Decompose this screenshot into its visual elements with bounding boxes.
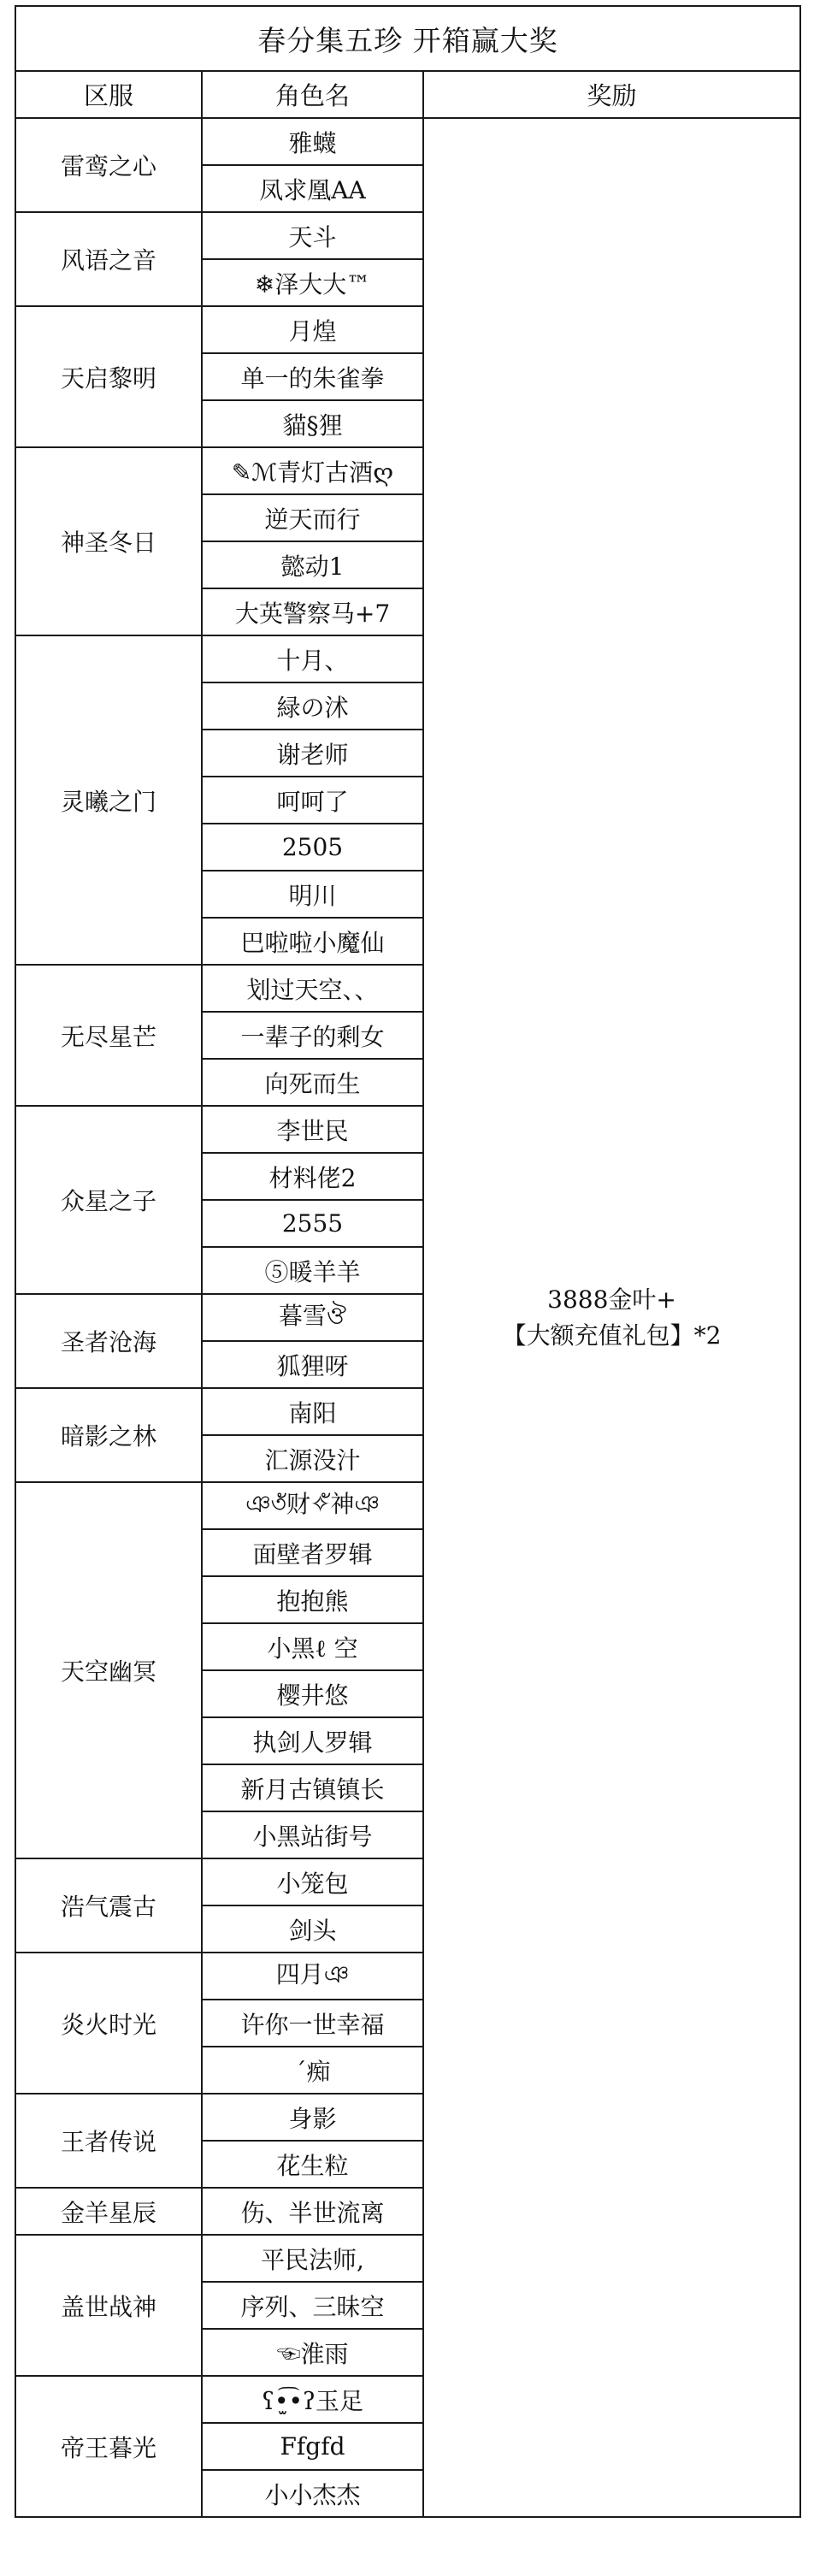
role-name-cell: 巴啦啦小魔仙 xyxy=(202,918,423,965)
role-name-cell: 平民法师, xyxy=(202,2235,423,2282)
role-name-cell: 伤、半世流离 xyxy=(202,2188,423,2235)
role-name-cell: Ffgfd xyxy=(202,2423,423,2470)
role-name-cell: 李世民 xyxy=(202,1106,423,1153)
role-name-cell: 谢老师 xyxy=(202,730,423,777)
role-name-cell: 面壁者罗辑 xyxy=(202,1529,423,1576)
server-cell: 炎火时光 xyxy=(15,1953,202,2094)
role-name-cell: 貓§狸 xyxy=(202,400,423,447)
winners-table xyxy=(15,5,801,2518)
role-name-cell: 懿动1 xyxy=(202,541,423,588)
role-name-cell: 十月、 xyxy=(202,635,423,682)
role-name-cell: 划过天空、、 xyxy=(202,965,423,1012)
role-name-cell: ☜淮雨 xyxy=(202,2329,423,2376)
role-name-cell: 序列、三昧空 xyxy=(202,2282,423,2329)
server-cell: 暗影之林 xyxy=(15,1388,202,1482)
role-name-cell: 大英警察马+7 xyxy=(202,588,423,635)
role-name-cell: 樱井悠 xyxy=(202,1670,423,1717)
role-name-cell: 雅蠛 xyxy=(202,118,423,165)
column-header-server: 区服 xyxy=(15,71,202,118)
server-cell: 风语之音 xyxy=(15,212,202,306)
server-cell: 盖世战神 xyxy=(15,2235,202,2376)
role-name-cell: 一辈子的剩女 xyxy=(202,1012,423,1059)
role-name-cell: 呵呵了 xyxy=(202,777,423,824)
role-name-cell: ঞ৩ั财✧ั神ঞ xyxy=(202,1482,423,1529)
role-name-cell: 逆天而行 xyxy=(202,494,423,541)
server-cell: 雷鸾之心 xyxy=(15,118,202,212)
role-name-cell: 天斗 xyxy=(202,212,423,259)
role-name-cell: ⑤暖羊羊 xyxy=(202,1247,423,1294)
title-row xyxy=(15,6,800,71)
role-name-cell: ˊ痴 xyxy=(202,2047,423,2094)
role-name-cell: ʕ•̫͡•ʔ玉足 xyxy=(202,2376,423,2423)
role-name-cell: 明川 xyxy=(202,871,423,918)
role-name-cell: 身影 xyxy=(202,2094,423,2141)
server-cell: 神圣冬日 xyxy=(15,447,202,635)
role-name-cell: 单一的朱雀拳 xyxy=(202,353,423,400)
role-name-cell: 汇源没汁 xyxy=(202,1435,423,1482)
role-name-cell: 四月ঞ xyxy=(202,1953,423,2000)
reward-line-gift-pack: 【大额充值礼包】*2 xyxy=(502,1320,722,1350)
server-cell: 金羊星辰 xyxy=(15,2188,202,2235)
role-name-cell: 小小杰杰 xyxy=(202,2470,423,2517)
role-name-cell: 狐狸呀 xyxy=(202,1341,423,1388)
server-cell: 无尽星芒 xyxy=(15,965,202,1106)
role-name-cell: 小黑站街号 xyxy=(202,1811,423,1858)
column-header-reward: 奖励 xyxy=(423,71,800,118)
server-cell: 天启黎明 xyxy=(15,306,202,447)
role-name-cell: 执剑人罗辑 xyxy=(202,1717,423,1764)
role-name-cell: 小黑ℓ 空 xyxy=(202,1623,423,1670)
role-name-cell: 新月古镇镇长 xyxy=(202,1764,423,1811)
role-name-cell: 月煌 xyxy=(202,306,423,353)
role-name-cell: 材料佬2 xyxy=(202,1153,423,1200)
role-name-cell: 抱抱熊 xyxy=(202,1576,423,1623)
role-name-cell: 暮雪ঔ xyxy=(202,1294,423,1341)
page-title: 春分集五珍 开箱赢大奖 xyxy=(15,6,800,71)
server-cell: 王者传说 xyxy=(15,2094,202,2188)
server-cell: 灵曦之门 xyxy=(15,635,202,965)
reward-line-gold: 3888金叶+ xyxy=(547,1285,676,1314)
role-name-cell: 南阳 xyxy=(202,1388,423,1435)
server-cell: 帝王暮光 xyxy=(15,2376,202,2517)
reward-cell xyxy=(423,118,800,2517)
header-row xyxy=(15,71,800,118)
role-name-cell: 2505 xyxy=(202,824,423,871)
winners-table-body xyxy=(15,6,800,2517)
role-name-cell: ❄泽大大™ xyxy=(202,259,423,306)
role-name-cell: 緑の沭 xyxy=(202,682,423,730)
role-name-cell: 许你一世幸福 xyxy=(202,2000,423,2047)
server-cell: 天空幽冥 xyxy=(15,1482,202,1858)
role-name-cell: 剑头 xyxy=(202,1905,423,1953)
role-name-cell: ✎ℳ青灯古酒ღ xyxy=(202,447,423,494)
server-cell: 众星之子 xyxy=(15,1106,202,1294)
role-name-cell: 向死而生 xyxy=(202,1059,423,1106)
role-name-cell: 凤求凰AA xyxy=(202,165,423,212)
server-cell: 圣者沧海 xyxy=(15,1294,202,1388)
role-name-cell: 花生粒 xyxy=(202,2141,423,2188)
role-name-cell: 2555 xyxy=(202,1200,423,1247)
column-header-role: 角色名 xyxy=(202,71,423,118)
server-cell: 浩气震古 xyxy=(15,1858,202,1953)
role-name-cell: 小笼包 xyxy=(202,1858,423,1905)
table-row xyxy=(15,118,800,165)
